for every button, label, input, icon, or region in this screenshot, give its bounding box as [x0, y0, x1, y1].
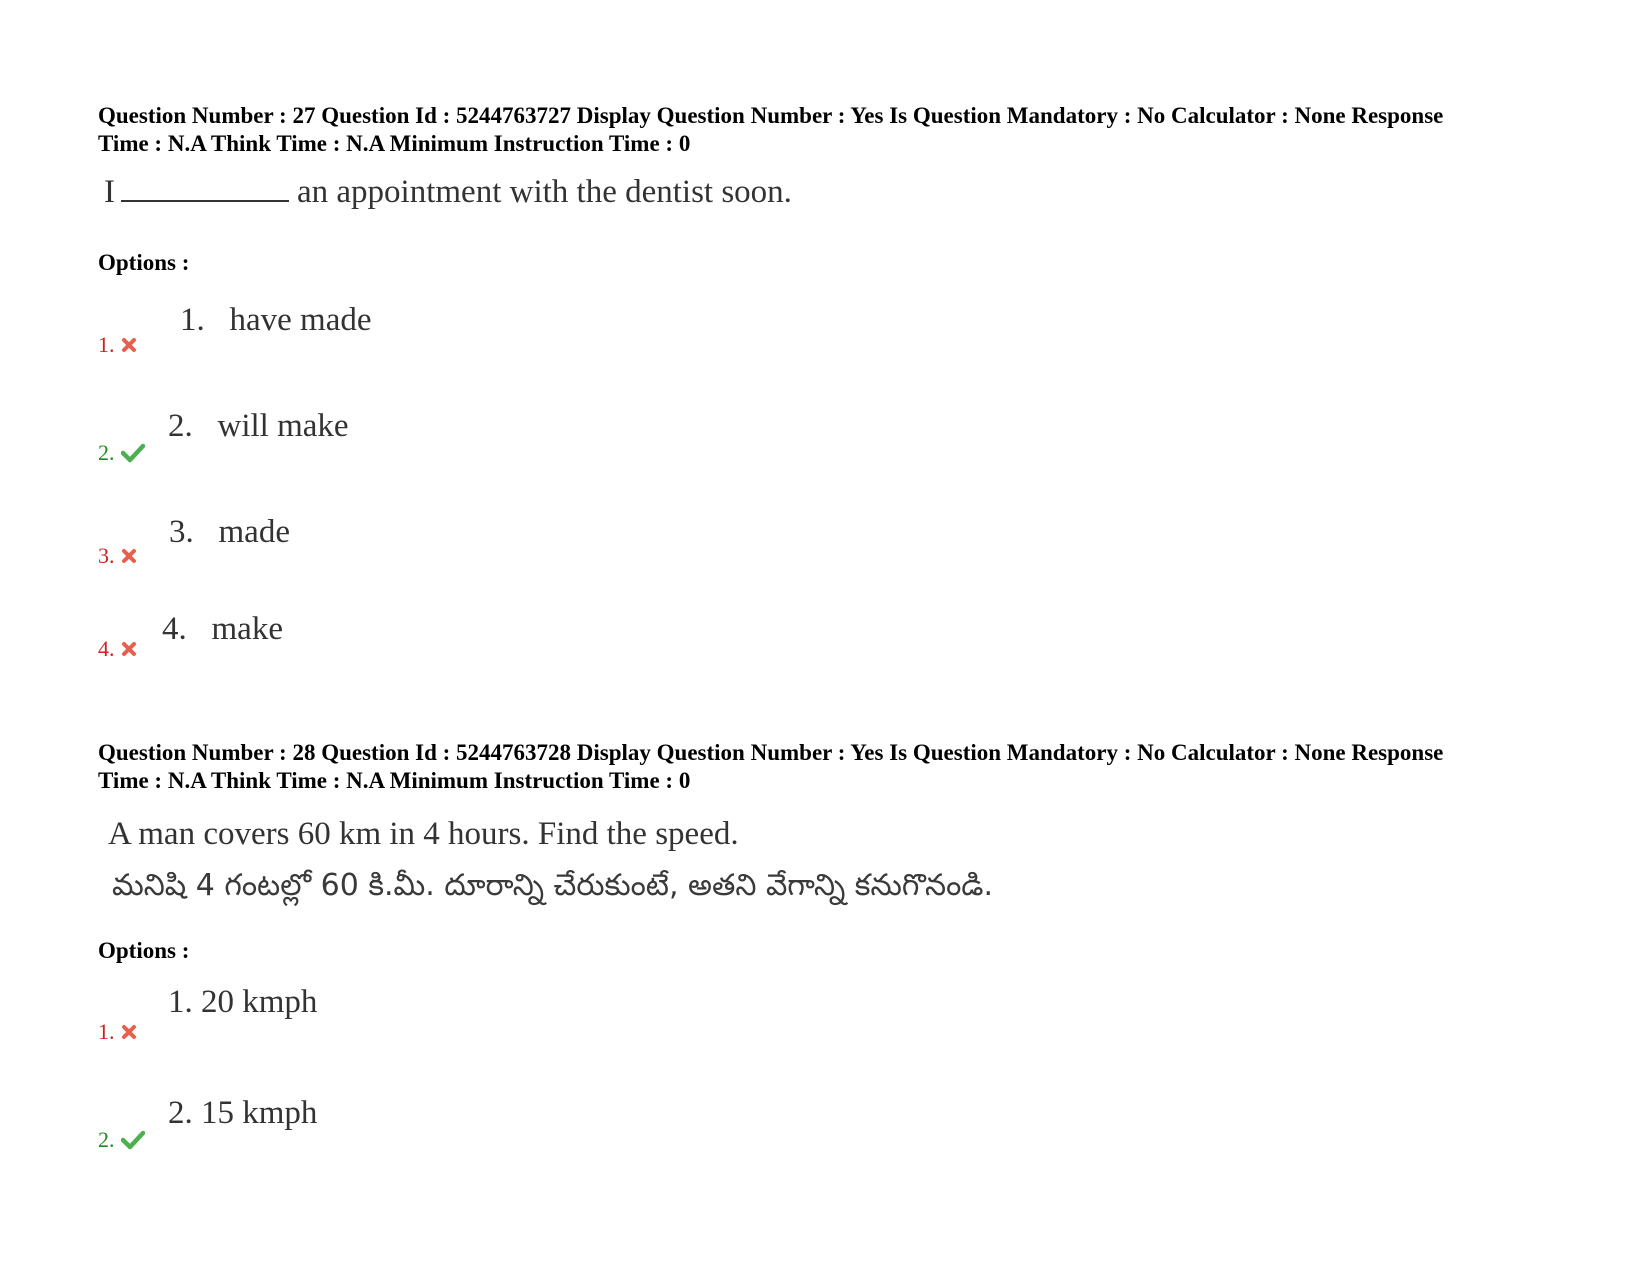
question-stem-en: A man covers 60 km in 4 hours. Find the speed.	[108, 816, 739, 852]
option-1-text	[180, 302, 372, 339]
option-number: 4.	[162, 611, 187, 647]
check-icon	[121, 443, 145, 463]
option-label: will make	[217, 408, 349, 444]
option-label: made	[218, 514, 290, 550]
stem-pre: I	[104, 174, 115, 210]
option-marker-number: 2.	[98, 1127, 115, 1152]
option-marker	[98, 332, 137, 358]
question-meta	[98, 739, 1578, 795]
option-1-text: 1. 20 kmph	[168, 984, 318, 1020]
option-marker	[98, 543, 137, 569]
option-4-text	[162, 611, 283, 648]
cross-icon	[121, 1024, 137, 1040]
option-marker	[98, 1127, 145, 1153]
question-stem	[104, 174, 792, 211]
question-meta-line1: Question Number : 27 Question Id : 5244763727 Display Question Number : Yes Is Question Mandatory : No Calculator : None Response	[98, 103, 1444, 128]
question-meta-line2: Time : N.A Think Time : N.A Minimum Instruction Time : 0	[98, 768, 691, 793]
option-3-text	[169, 514, 290, 551]
stem-post: an appointment with the dentist soon.	[297, 174, 792, 210]
option-2-text	[168, 408, 349, 445]
option-number: 1.	[180, 302, 205, 338]
option-marker	[98, 440, 145, 466]
option-marker	[98, 1019, 137, 1045]
cross-icon	[121, 548, 137, 564]
cross-icon	[121, 337, 137, 353]
option-marker-number: 1.	[98, 332, 115, 357]
option-marker-number: 1.	[98, 1019, 115, 1044]
option-number: 3.	[169, 514, 194, 550]
question-meta	[98, 102, 1578, 158]
options-label: Options :	[98, 250, 190, 275]
option-number: 2.	[168, 408, 193, 444]
option-label: make	[211, 611, 283, 647]
option-label: have made	[229, 302, 372, 338]
option-marker	[98, 636, 137, 662]
option-marker-number: 2.	[98, 440, 115, 465]
question-stem-te: మనిషి 4 గంటల్లో 60 కి.మీ. దూరాన్ని చేరుకుంటే, అతని వేగాన్ని కనుగొనండి.	[112, 868, 994, 903]
option-marker-number: 3.	[98, 543, 115, 568]
check-icon	[121, 1130, 145, 1150]
question-meta-line2: Time : N.A Think Time : N.A Minimum Instruction Time : 0	[98, 131, 691, 156]
fill-blank	[121, 174, 289, 202]
option-2-text: 2. 15 kmph	[168, 1095, 318, 1131]
option-marker-number: 4.	[98, 636, 115, 661]
options-label: Options :	[98, 938, 190, 963]
cross-icon	[121, 641, 137, 657]
question-meta-line1: Question Number : 28 Question Id : 5244763728 Display Question Number : Yes Is Question Mandatory : No Calculator : None Response	[98, 740, 1444, 765]
